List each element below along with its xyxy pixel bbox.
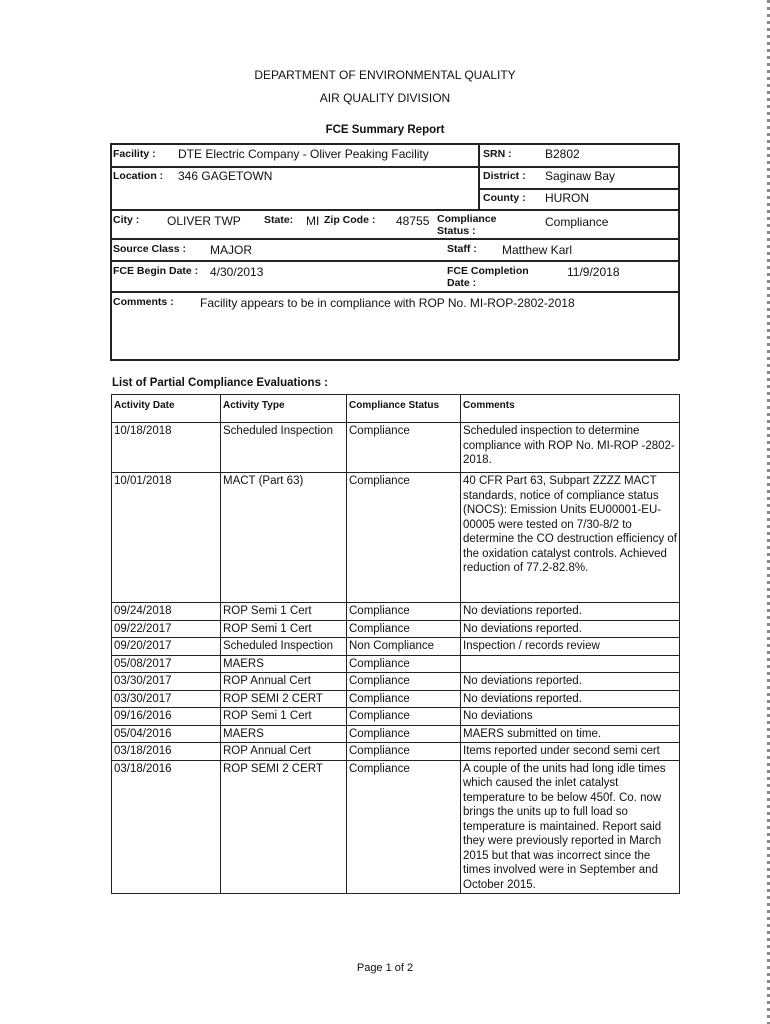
district-value: Saginaw Bay (545, 169, 616, 183)
table-row (112, 708, 680, 726)
activity-type-cell: MAERS (221, 725, 347, 743)
comments-cell: A couple of the units had long idle times which caused the inlet catalyst temperature to be below 450f. Co. now brings the units up to full load so temperature is maintained. Report said they were previously reported in March 2015 but that was incorrect since the times involved were in September and October 2015. (461, 760, 680, 894)
activity-type-cell: ROP Annual Cert (221, 743, 347, 761)
activity-date-cell: 09/16/2016 (112, 708, 221, 726)
compliance-status-cell: Compliance (347, 708, 461, 726)
comments-cell: No deviations reported. (461, 690, 680, 708)
comments-cell: No deviations reported. (461, 620, 680, 638)
activity-date-cell: 09/24/2018 (112, 603, 221, 621)
compliance-status-cell: Compliance (347, 760, 461, 894)
fce-completion-value: 11/9/2018 (567, 265, 620, 279)
pce-table (111, 394, 680, 894)
activity-date-cell: 05/04/2016 (112, 725, 221, 743)
source-class-label: Source Class : (113, 243, 186, 255)
activity-type-cell: ROP Semi 1 Cert (221, 620, 347, 638)
facility-value: DTE Electric Company - Oliver Peaking Facility (178, 147, 429, 161)
report-title: FCE Summary Report (325, 124, 445, 136)
staff-label: Staff : (447, 243, 477, 255)
compliance-status-label-1: Compliance (437, 213, 497, 225)
location-value: 346 GAGETOWN (178, 169, 273, 183)
activity-date-cell: 09/22/2017 (112, 620, 221, 638)
zip-label: Zip Code : (324, 214, 376, 226)
activity-date-cell: 03/30/2017 (112, 673, 221, 691)
table-row (112, 655, 680, 673)
table-row (112, 473, 680, 603)
activity-date-cell: 09/20/2017 (112, 638, 221, 656)
comments-value: Facility appears to be in compliance with ROP No. MI-ROP-2802-2018 (200, 296, 575, 310)
fce-begin-label: FCE Begin Date : (113, 265, 199, 277)
srn-label: SRN : (483, 148, 512, 160)
county-label: County : (483, 192, 526, 204)
activity-type-cell: MACT (Part 63) (221, 473, 347, 603)
activity-type-cell: Scheduled Inspection (221, 638, 347, 656)
district-label: District : (483, 170, 526, 182)
activity-type-cell: MAERS (221, 655, 347, 673)
state-value: MI (306, 214, 320, 228)
compliance-status-value: Compliance (545, 215, 609, 229)
compliance-status-cell: Non Compliance (347, 638, 461, 656)
table-row (112, 673, 680, 691)
table-header-row (112, 395, 680, 423)
compliance-status-cell: Compliance (347, 690, 461, 708)
compliance-status-cell: Compliance (347, 473, 461, 603)
comments-cell: Inspection / records review (461, 638, 680, 656)
comments-label: Comments : (113, 296, 174, 308)
comments-cell: No deviations (461, 708, 680, 726)
department-heading: DEPARTMENT OF ENVIRONMENTAL QUALITY (254, 68, 516, 82)
activity-date-cell: 10/01/2018 (112, 473, 221, 603)
compliance-status-cell: Compliance (347, 725, 461, 743)
zip-value: 48755 (396, 214, 430, 228)
city-value: OLIVER TWP (167, 214, 241, 228)
table-row (112, 423, 680, 473)
facility-label: Facility : (113, 148, 156, 160)
table-row (112, 743, 680, 761)
activity-date-cell: 03/18/2016 (112, 760, 221, 894)
table-row (112, 760, 680, 894)
pce-title: List of Partial Compliance Evaluations : (112, 377, 328, 389)
column-header: Compliance Status (347, 395, 461, 423)
activity-date-cell: 05/08/2017 (112, 655, 221, 673)
compliance-status-cell: Compliance (347, 423, 461, 473)
county-value: HURON (545, 191, 589, 205)
activity-date-cell: 10/18/2018 (112, 423, 221, 473)
activity-type-cell: Scheduled Inspection (221, 423, 347, 473)
state-label: State: (264, 214, 294, 226)
location-label: Location : (113, 170, 164, 182)
compliance-status-cell: Compliance (347, 743, 461, 761)
comments-cell: MAERS submitted on time. (461, 725, 680, 743)
fce-completion-label-1: FCE Completion (447, 265, 529, 277)
division-heading: AIR QUALITY DIVISION (319, 91, 451, 105)
activity-date-cell: 03/30/2017 (112, 690, 221, 708)
compliance-status-cell: Compliance (347, 620, 461, 638)
column-header: Comments (461, 395, 680, 423)
table-row (112, 725, 680, 743)
comments-cell: Scheduled inspection to determine compliance with ROP No. MI-ROP -2802-2018. (461, 423, 680, 473)
comments-cell: Items reported under second semi cert (461, 743, 680, 761)
compliance-status-cell: Compliance (347, 655, 461, 673)
column-header: Activity Type (221, 395, 347, 423)
table-row (112, 603, 680, 621)
compliance-status-cell: Compliance (347, 673, 461, 691)
column-header: Activity Date (112, 395, 221, 423)
compliance-status-cell: Compliance (347, 603, 461, 621)
page-number: Page 1 of 2 (356, 962, 414, 974)
comments-cell: No deviations reported. (461, 673, 680, 691)
activity-type-cell: ROP SEMI 2 CERT (221, 690, 347, 708)
table-row (112, 620, 680, 638)
staff-value: Matthew Karl (502, 243, 573, 257)
city-label: City : (113, 214, 140, 226)
table-row (112, 690, 680, 708)
activity-type-cell: ROP Semi 1 Cert (221, 708, 347, 726)
fce-begin-value: 4/30/2013 (210, 265, 264, 279)
comments-cell: 40 CFR Part 63, Subpart ZZZZ MACT standards, notice of compliance status (NOCS): Emission Units EU00001-EU-00005 were tested on 7/30-8/2 to determine the CO destruction efficiency of the oxidation catalyst controls. Achieved reduction of 77.2-82.8%. (461, 473, 680, 603)
table-row (112, 638, 680, 656)
compliance-status-label-2: Status : (437, 225, 476, 237)
source-class-value: MAJOR (210, 243, 252, 257)
activity-type-cell: ROP Annual Cert (221, 673, 347, 691)
activity-type-cell: ROP Semi 1 Cert (221, 603, 347, 621)
activity-type-cell: ROP SEMI 2 CERT (221, 760, 347, 894)
comments-cell: No deviations reported. (461, 603, 680, 621)
srn-value: B2802 (545, 147, 580, 161)
fce-completion-label-2: Date : (447, 277, 477, 289)
activity-date-cell: 03/18/2016 (112, 743, 221, 761)
comments-cell (461, 655, 680, 673)
